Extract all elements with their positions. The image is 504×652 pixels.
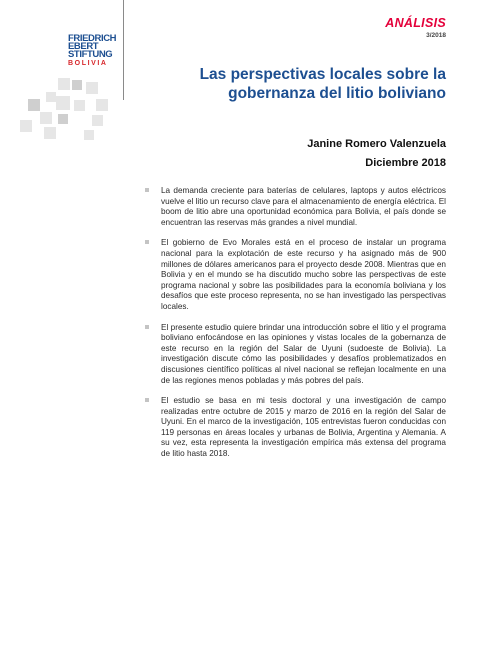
logo-line-1: FRIEDRICH	[68, 33, 117, 44]
bullet-square-icon	[145, 398, 149, 402]
fes-logo	[68, 35, 128, 68]
bullet-square-icon	[145, 325, 149, 329]
logo-line-2: EBERT	[68, 41, 99, 52]
section-label: ANÁLISIS	[385, 16, 446, 30]
paragraph	[145, 186, 446, 228]
logo-line-3: STIFTUNG	[68, 49, 113, 60]
paragraph-text: El estudio se basa en mi tesis doctoral y una investigación de campo realizadas entre octubre de 2015 y marzo de 2016 en la región del Salar de Uyuni. En el marco de la investigación, 105 entrevistas fueron conducidas con 119 personas en áreas locales y urbanas de Bolivia, Argentina y Alemania. A su vez, esta representa la investigación empírica más extensa del programa de litio hasta 2018.	[161, 396, 446, 459]
logo-line-4: BOLIVIA	[68, 60, 108, 67]
paragraph-text: El gobierno de Evo Morales está en el proceso de instalar un programa nacional para la explotación de este recurso y ha asignado más de 900 millones de dólares americanos para el proyecto desde 2008. Mientras que en Bolivia y en el mundo se ha discutido mucho sobre las perspectivas de este programa nacional y sobre las posibilidades para la economía boliviana y los desafíos que este proceso representa, no se han investigado las perspectivas locales.	[161, 238, 446, 311]
document-title: Las perspectivas locales sobre la gobernanza del litio boliviano	[199, 66, 446, 102]
author-name: Janine Romero Valenzuela	[307, 138, 446, 150]
paragraph	[145, 396, 446, 460]
paragraph-text: El presente estudio quiere brindar una introducción sobre el litio y el programa boliviano enfocándose en las opiniones y vistas locales de la gobernanza de este recurso en la región del Salar de Uyuni (sudoeste de Bolivia). La investigación discute cómo las posibilidades y desafíos problematizados en discusiones científico políticas al nivel nacional se reflejan localmente en una de las regiones menos pobladas y más pobres del país.	[161, 322, 446, 385]
bullet-square-icon	[145, 188, 149, 192]
publication-date: Diciembre 2018	[365, 157, 446, 169]
summary-body	[145, 186, 446, 470]
paragraph	[145, 323, 446, 387]
paragraph-text: La demanda creciente para baterías de celulares, laptops y autos eléctricos vuelve el litio un recurso clave para el almacenamiento de energía eléctrica. El boom de litio abre una oportunidad económica para Bolivia, el país donde se encuentran las reservas más grandes a nivel mundial.	[161, 186, 446, 227]
bullet-square-icon	[145, 240, 149, 244]
issue-number: 3/2018	[426, 32, 446, 39]
paragraph	[145, 238, 446, 312]
